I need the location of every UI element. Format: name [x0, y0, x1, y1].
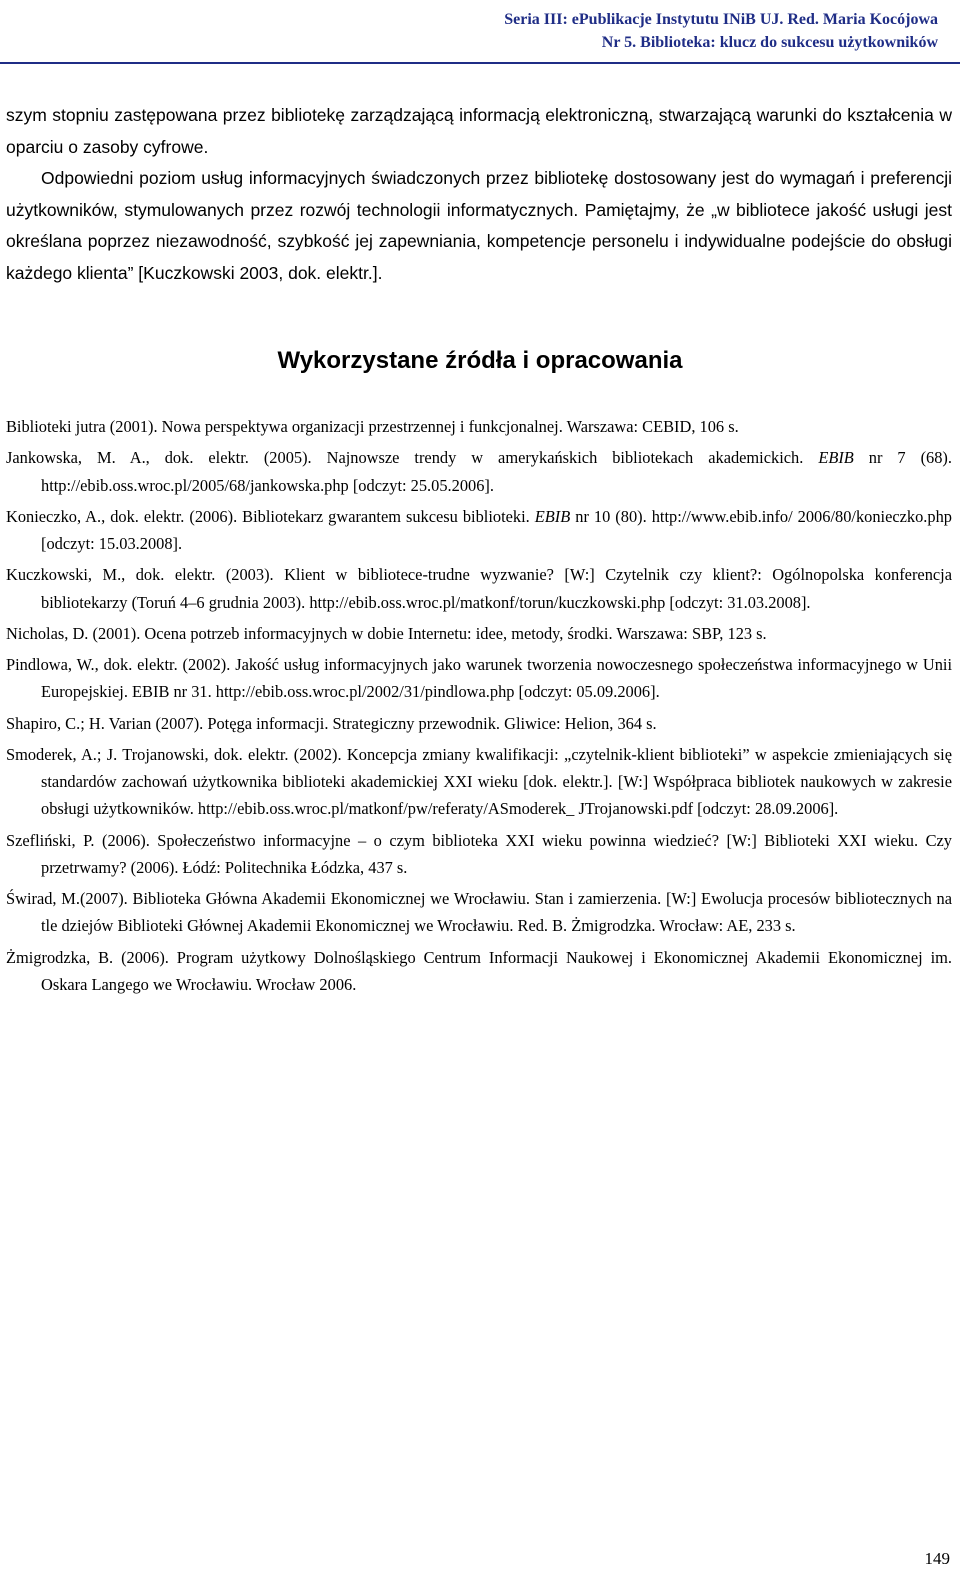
journal-name: EBIB: [818, 448, 854, 468]
paragraph-services: Odpowiedni poziom usług informacyjnych świadczonych przez bibliotekę dostosowany jest do wymagań i preferencji użytkowników, stymulowanych przez rozwój technologii informatycznych. Pamiętajmy, że „w bibliotece jakość usługi jest określana poprzez niezawodność, szybkość jej zapewniania, kompetencje personelu i indywidualne podejście do obsługi każdego klienta” [Kuczkowski 2003, dok. elektr.].: [6, 168, 952, 283]
reference-item: Żmigrodzka, B. (2006). Program użytkowy Dolnośląskiego Centrum Informacji Naukowej i Ekonomicznej Akademii Ekonomicznej im. Oskara Langego we Wrocławiu. Wrocław 2006.: [6, 947, 952, 994]
header-divider: [0, 62, 960, 64]
reference-list: [6, 413, 952, 1002]
reference-item: Smoderek, A.; J. Trojanowski, dok. elektr. (2002). Koncepcja zmiany kwalifikacji: „czytelnik-klient biblioteki” w aspekcie zmieniających się standardów zachowań użytkownika biblioteki akademickiej XXI wieku [dok. elektr.]. [W:] Współpraca bibliotek naukowych w zakresie obsługi użytkowników. http://ebib.oss.wroc.pl/matkonf/pw/referaty/ASmoderek_ JTrojanowski.pdf [odczyt: 28.09.2006].: [6, 744, 952, 819]
page-number: 149: [924, 1549, 950, 1568]
header-series-line: Seria III: ePublikacje Instytutu INiB UJ. Red. Maria Kocójowa: [504, 11, 938, 28]
reference-item: Kuczkowski, M., dok. elektr. (2003). Klient w bibliotece-trudne wyzwanie? [W:] Czytelnik czy klient?: Ogólnopolska konferencja bibliotekarzy (Toruń 4–6 grudnia 2003). http://ebib.oss.wroc.pl/matkonf/torun/kuczkowski.php [odczyt: 31.03.2008].: [6, 565, 952, 612]
section-title: Wykorzystane źródła i opracowania: [277, 347, 683, 374]
body-text: [6, 100, 952, 289]
reference-item: Świrad, M.(2007). Biblioteka Główna Akademii Ekonomicznej we Wrocławiu. Stan i zamierzenia. [W:] Ewolucja procesów bibliotecznych na tle dziejów Biblioteki Głównej Akademii Ekonomicznej we Wrocławiu. Red. B. Żmigrodzka. Wrocław: AE, 233 s.: [6, 889, 952, 936]
reference-item: Konieczko, A., dok. elektr. (2006). Bibliotekarz gwarantem sukcesu biblioteki. EBIB nr 10 (80). http://www.ebib.info/ 2006/80/konieczko.php [odczyt: 15.03.2008].: [6, 506, 952, 553]
reference-item: Nicholas, D. (2001). Ocena potrzeb informacyjnych w dobie Internetu: idee, metody, środki. Warszawa: SBP, 123 s.: [6, 623, 767, 643]
reference-item: Szefliński, P. (2006). Społeczeństwo informacyjne – o czym biblioteka XXI wieku powinna wiedzieć? [W:] Biblioteki XXI wieku. Czy przetrwamy? (2006). Łódź: Politechnika Łódzka, 437 s.: [6, 830, 952, 877]
reference-item: Pindlowa, W., dok. elektr. (2002). Jakość usług informacyjnych jako warunek tworzenia nowoczesnego społeczeństwa informacyjnego w Unii Europejskiej. EBIB nr 31. http://ebib.oss.wroc.pl/2002/31/pindlowa.php [odczyt: 05.09.2006].: [6, 655, 952, 702]
reference-item: Biblioteki jutra (2001). Nowa perspektywa organizacji przestrzennej i funkcjonalnej. Warszawa: CEBID, 106 s.: [6, 417, 739, 436]
paragraph-continuation: szym stopniu zastępowana przez bibliotekę zarządzającą informacją elektroniczną, stwarzającą warunki do kształcenia w oparciu o zasoby cyfrowe.: [6, 105, 952, 157]
header-issue-line: Nr 5. Biblioteka: klucz do sukcesu użytkowników: [601, 34, 938, 51]
running-header: [504, 8, 938, 54]
journal-name: EBIB: [534, 506, 571, 526]
reference-item: Jankowska, M. A., dok. elektr. (2005). Najnowsze trendy w amerykańskich bibliotekach akademickich. EBIB nr 7 (68). http://ebib.oss.wroc.pl/2005/68/jankowska.php [odczyt: 25.05.2006].: [6, 448, 952, 495]
reference-item: Shapiro, C.; H. Varian (2007). Potęga informacji. Strategiczny przewodnik. Gliwice: Helion, 364 s.: [6, 713, 657, 733]
